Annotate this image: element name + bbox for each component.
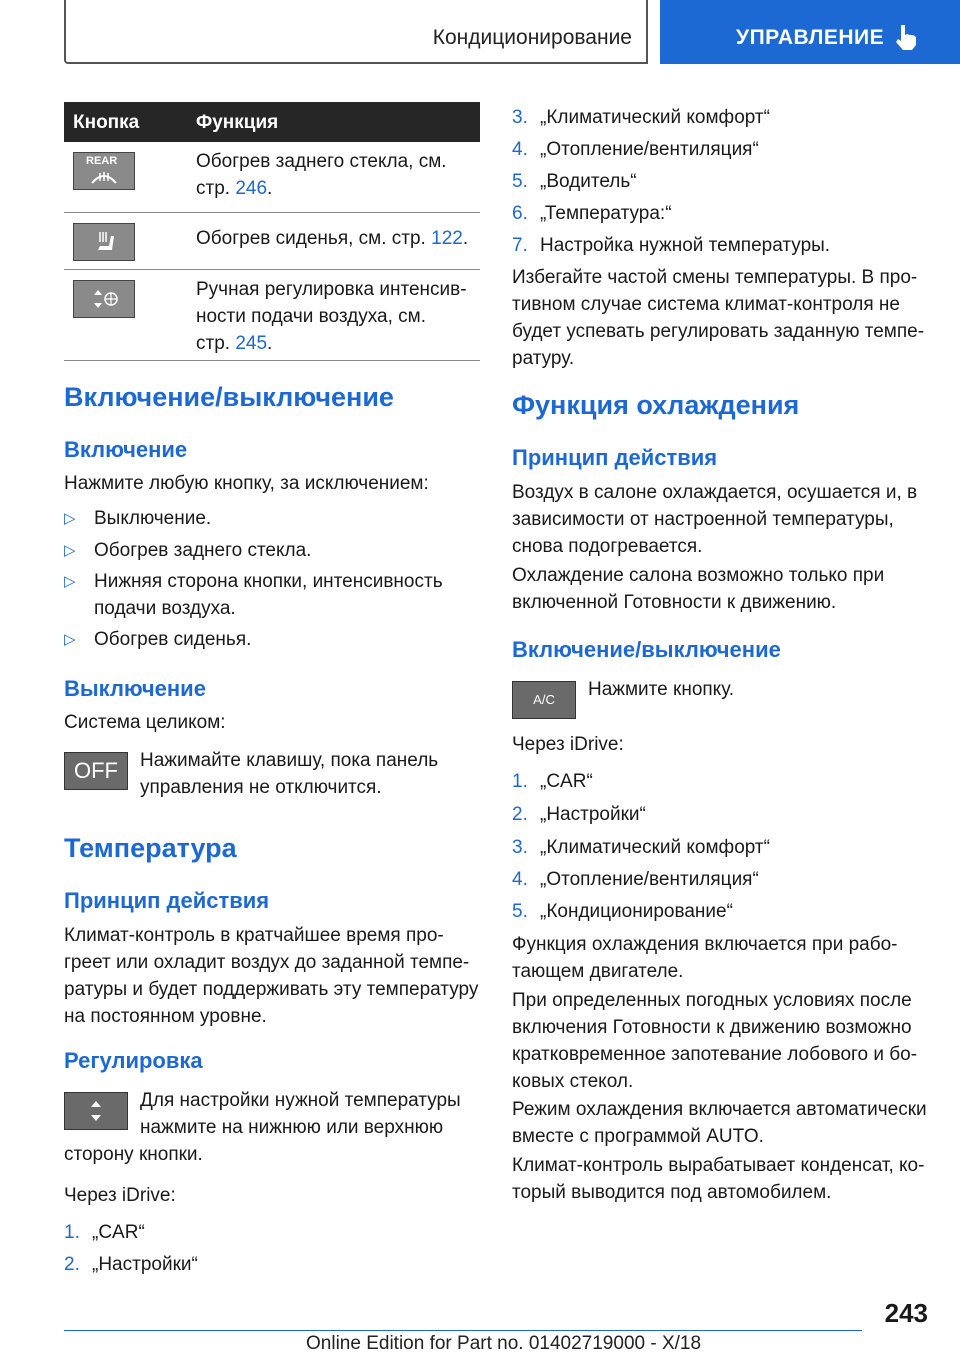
adjust-text <box>64 1087 480 1168</box>
cooling-text <box>512 562 884 616</box>
step-number: 2. <box>512 804 528 825</box>
row-text: . <box>267 178 273 199</box>
step-text: Настройка нужной температуры. <box>540 235 831 256</box>
heading-principle: Принцип действия <box>512 445 718 470</box>
paragraph <box>512 931 898 985</box>
step-number: 3. <box>512 107 528 128</box>
text-line: нажмите на нижнюю или верхнюю <box>140 1117 444 1138</box>
function-text <box>196 276 480 357</box>
step-text: „Отопление/вентиляция“ <box>540 869 759 890</box>
row-text: Обогрев сиденья, см. стр. <box>196 228 432 249</box>
chapter-tab <box>64 0 648 64</box>
page-link[interactable]: 122 <box>431 228 463 249</box>
triangle-bullet-icon: ▷ <box>64 573 76 590</box>
seat-heating-icon <box>73 223 135 261</box>
step-text: „Климатический комфорт“ <box>540 107 770 128</box>
footer-divider <box>64 1330 862 1331</box>
column-header-function: Функция <box>196 112 279 133</box>
text-line: сторону кнопки. <box>64 1144 203 1165</box>
heading-on: Включение <box>64 437 188 462</box>
row-text: Обогрев заднего стекла, см. <box>196 151 447 172</box>
function-text <box>196 225 480 252</box>
text-line: ковых стекол. <box>512 1071 634 1092</box>
principle-text <box>64 922 478 1030</box>
step-number: 1. <box>64 1222 80 1243</box>
text-line: Воздух в салоне охлаждается, осушается и, в <box>512 482 918 503</box>
text-line: Функция охлаждения включается при рабо- <box>512 934 898 955</box>
paragraph <box>512 1152 924 1206</box>
bullet-text: Обогрев сиденья. <box>94 629 252 650</box>
heading-adjust: Регулировка <box>64 1048 203 1073</box>
step-number: 1. <box>512 771 528 792</box>
table-row <box>64 213 480 270</box>
row-text: стр. <box>196 178 236 199</box>
step-text: „CAR“ <box>92 1222 145 1243</box>
text-line: снова подогревается. <box>512 536 703 557</box>
rear-icon-label: REAR <box>86 155 118 167</box>
idrive-label: Через iDrive: <box>512 734 624 755</box>
step-text: „Отопление/вентиляция“ <box>540 139 759 160</box>
ac-text: Нажмите кнопку. <box>588 679 735 700</box>
function-text <box>196 148 480 202</box>
hand-pointer-icon <box>892 22 922 52</box>
off-button-image: OFF <box>64 752 128 790</box>
column-header-button: Кнопка <box>73 112 140 133</box>
bullet-text: Обогрев заднего стекла. <box>94 540 312 561</box>
row-text: стр. <box>196 333 236 354</box>
text-line: При определенных погодных условиях после <box>512 990 912 1011</box>
step-text: „Настройки“ <box>540 804 646 825</box>
text-line: ратуру. <box>512 348 575 369</box>
step-number: 4. <box>512 869 528 890</box>
step-text: „Настройки“ <box>92 1254 198 1275</box>
text-line: Климат-контроль в кратчайшее время про- <box>64 925 444 946</box>
idrive-label: Через iDrive: <box>64 1185 176 1206</box>
step-text: „Климатический комфорт“ <box>540 837 770 858</box>
text-line: включенной Готовности к движению. <box>512 592 837 613</box>
text-line: греет или охладит воздух до заданной темпе- <box>64 952 470 973</box>
chapter-title: Кондиционирование <box>432 26 632 49</box>
text-line: Избегайте частой смены температуры. В про- <box>512 267 918 288</box>
bullet-text <box>94 568 480 622</box>
text-line: на постоянном уровне. <box>64 1006 267 1027</box>
paragraph <box>512 987 917 1095</box>
ac-button-image: A/C <box>512 681 576 719</box>
heading-on-off: Включение/выключение <box>512 637 781 662</box>
section-title: УПРАВЛЕНИЕ <box>736 26 885 49</box>
step-number: 5. <box>512 901 528 922</box>
bullet-text: Выключение. <box>94 508 212 529</box>
step-text: „CAR“ <box>540 771 593 792</box>
heading-temperature: Температура <box>64 833 237 863</box>
text-line: Нажимайте клавишу, пока панель <box>140 750 439 771</box>
page-link[interactable]: 246 <box>235 178 268 199</box>
row-text: . <box>267 333 273 354</box>
text-line: Климат-контроль вырабатывает конденсат, ко- <box>512 1155 925 1176</box>
text-line: будет успевать регулировать заданную темпе- <box>512 321 925 342</box>
text-line: Режим охлаждения включается автоматически <box>512 1099 927 1120</box>
avoid-text <box>512 264 924 372</box>
text-line: Охлаждение салона возможно только при <box>512 565 885 586</box>
heading-principle: Принцип действия <box>64 888 270 913</box>
row-text: ности подачи воздуха, см. <box>196 306 426 327</box>
table-header <box>64 102 480 142</box>
heading-cooling: Функция охлаждения <box>512 390 800 420</box>
heading-on-off: Включение/выключение <box>64 382 394 412</box>
step-number: 4. <box>512 139 528 160</box>
text-line: включения Готовности к движению возможно <box>512 1017 912 1038</box>
text-line: вместе с программой AUTO. <box>512 1126 764 1147</box>
text-line: управления не отключится. <box>140 777 382 798</box>
bullet-line: подачи воздуха. <box>94 598 236 619</box>
triangle-bullet-icon: ▷ <box>64 542 76 559</box>
table-row <box>64 270 480 361</box>
section-tab <box>660 0 960 64</box>
airflow-intensity-icon <box>73 280 135 318</box>
table-row <box>64 142 480 213</box>
text-line: тивном случае система климат-контроля не <box>512 294 900 315</box>
on-intro: Нажмите любую кнопку, за исключением: <box>64 473 429 494</box>
text-line: зависимости от настроенной температуры, <box>512 509 894 530</box>
text-line: Для настройки нужной температуры <box>140 1090 461 1111</box>
step-number: 7. <box>512 235 528 256</box>
row-text: . <box>462 228 469 249</box>
text-line: тающем двигателе. <box>512 961 684 982</box>
edition-text: Online Edition for Part no. 01402719000 - X/18 <box>306 1333 702 1354</box>
page-number: 243 <box>884 1298 928 1328</box>
text-line: ратуры и будет поддерживать эту температуру <box>64 979 479 1000</box>
paragraph <box>512 1096 927 1150</box>
off-text <box>140 747 438 801</box>
rear-window-heating-icon <box>73 152 135 190</box>
triangle-bullet-icon: ▷ <box>64 631 76 648</box>
text-line: торый выводится под автомобилем. <box>512 1182 832 1203</box>
heading-off: Выключение <box>64 676 206 701</box>
step-number: 2. <box>64 1254 80 1275</box>
step-number: 5. <box>512 171 528 192</box>
off-intro: Система целиком: <box>64 712 226 733</box>
step-number: 6. <box>512 203 528 224</box>
row-text: Ручная регулировка интенсив- <box>196 279 467 300</box>
page-link[interactable]: 245 <box>235 333 268 354</box>
principle-text <box>512 479 917 560</box>
text-line: кратковременное запотевание лобового и бо- <box>512 1044 918 1065</box>
triangle-bullet-icon: ▷ <box>64 510 76 527</box>
step-number: 3. <box>512 837 528 858</box>
step-text: „Кондиционирование“ <box>540 901 733 922</box>
button-function-table <box>64 102 480 361</box>
step-text: „Водитель“ <box>540 171 637 192</box>
bullet-line: Нижняя сторона кнопки, интенсивность <box>94 571 443 592</box>
step-text: „Температура:“ <box>540 203 672 224</box>
